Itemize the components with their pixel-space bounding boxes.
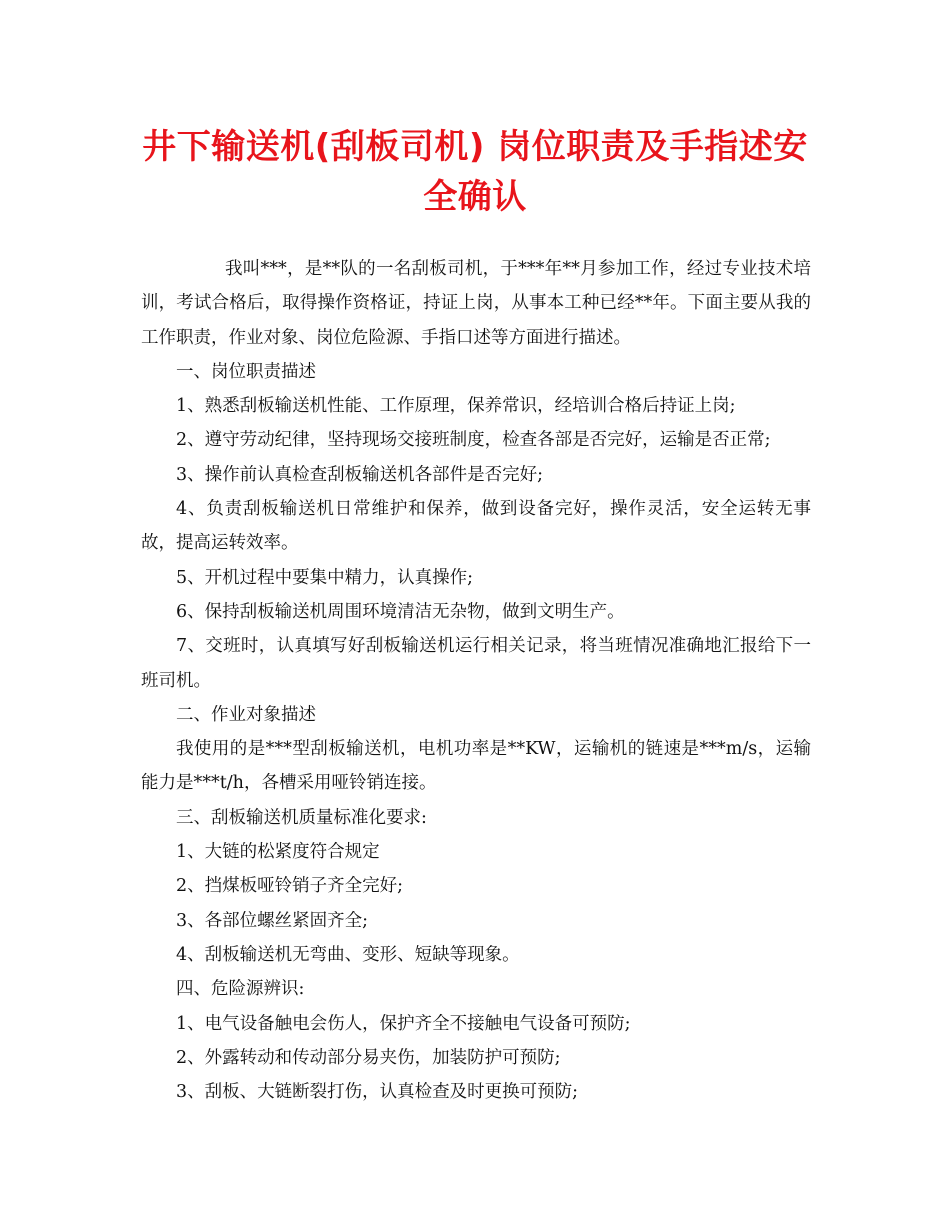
section-1-item-5: 5、开机过程中要集中精力，认真操作; [176, 567, 474, 588]
section-1-item-6: 6、保持刮板输送机周围环境清洁无杂物，做到文明生产。 [176, 601, 625, 622]
section-1-heading: 一、岗位职责描述 [176, 361, 316, 382]
section-1-item-1: 1、熟悉刮板输送机性能、工作原理，保养常识，经培训合格后持证上岗; [176, 396, 736, 417]
intro-paragraph: 我叫***，是**队的一名刮板司机，于***年**月参加工作，经过专业技术培训，考试合格后，取得操作资格证，持证上岗，从事本工种已经**年。下面主要从我的工作职责，作业对象、岗位危险源、手指口述等方面进行描述。 [141, 259, 811, 348]
section-3-item-1: 1、大链的松紧度符合规定 [176, 842, 380, 863]
section-4-heading: 四、危险源辨识: [176, 979, 305, 1000]
section-1-item-2: 2、遵守劳动纪律，坚持现场交接班制度，检查各部是否完好，运输是否正常; [176, 430, 771, 451]
section-1-item-3: 3、操作前认真检查刮板输送机各部件是否完好; [176, 464, 544, 485]
section-2-text: 我使用的是***型刮板输送机，电机功率是**KW，运输机的链速是***m/s，运输能力是***t/h，各槽采用哑铃销连接。 [141, 739, 811, 794]
title-line-2: 全确认 [423, 177, 527, 217]
section-2-heading: 二、作业对象描述 [176, 704, 316, 725]
section-3-item-3: 3、各部位螺丝紧固齐全; [176, 910, 369, 931]
document-body [141, 252, 811, 1109]
section-4-item-3: 3、刮板、大链断裂打伤，认真检查及时更换可预防; [176, 1082, 579, 1103]
section-1-item-4: 4、负责刮板输送机日常维护和保养，做到设备完好，操作灵活，安全运转无事故，提高运转效率。 [141, 499, 811, 554]
section-4-item-1: 1、电气设备触电会伤人，保护齐全不接触电气设备可预防; [176, 1013, 631, 1034]
document-title [120, 122, 830, 222]
section-3-heading: 三、刮板输送机质量标准化要求: [176, 807, 427, 828]
title-line-1: 井下输送机(刮板司机) 岗位职责及手指述安 [142, 127, 808, 167]
section-3-item-2: 2、挡煤板哑铃销子齐全完好; [176, 876, 404, 897]
section-1-item-7: 7、交班时，认真填写好刮板输送机运行相关记录，将当班情况准确地汇报给下一班司机。 [141, 636, 811, 691]
section-4-item-2: 2、外露转动和传动部分易夹伤，加装防护可预防; [176, 1047, 561, 1068]
section-3-item-4: 4、刮板输送机无弯曲、变形、短缺等现象。 [176, 944, 520, 965]
